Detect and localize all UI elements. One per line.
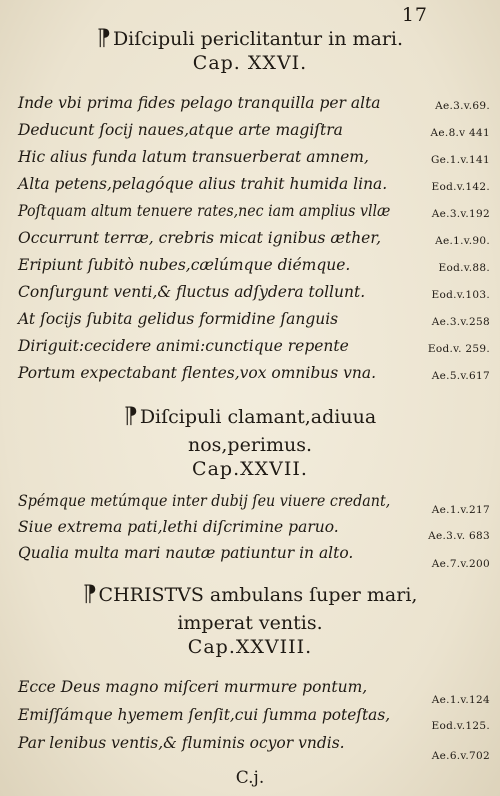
section-heading-line2: nos,perimus.	[187, 434, 313, 456]
verse-line: Diriguit:cecidere animi:cunctique repente	[18, 337, 349, 355]
verse-line: At ſocijs ſubita gelidus formidine ſanguis	[18, 310, 339, 328]
verse-ref: Eod.v.125.	[431, 720, 490, 732]
chapter-number: Cap.XXVII.	[192, 458, 308, 480]
section-heading-text: Diſcipuli periclitantur in mari.	[112, 28, 404, 50]
pilcrow-icon: ¶	[82, 582, 97, 607]
section-heading-line2: imperat ventis.	[177, 612, 323, 634]
page-number: 17	[401, 4, 428, 26]
verse-line: Par lenibus ventis,& fluminis ocyor vndis.	[18, 734, 345, 752]
verse-ref: Ae.3.v.69.	[435, 100, 490, 112]
verse-line: Qualia multa mari nautæ patiuntur in alto.	[18, 544, 354, 562]
section-heading-text: CHRISTVS ambulans ſuper mari,	[98, 584, 418, 606]
section-heading	[0, 584, 500, 606]
verse-line: Hic alius funda latum transuerberat amnem,	[18, 148, 369, 166]
verse-line: Poſtquam altum tenuere rates,nec iam amplius vllæ	[18, 202, 391, 220]
pilcrow-icon: ¶	[96, 26, 111, 51]
verse-ref: Ae.3.v.258	[431, 316, 490, 328]
pilcrow-icon: ¶	[123, 404, 138, 429]
verse-ref: Ae.6.v.702	[431, 750, 490, 762]
verse-ref: Ge.1.v.141	[430, 154, 490, 166]
verse-line: Ecce Deus magno miſceri murmure pontum,	[18, 678, 368, 696]
verse-line: Emiſſámque hyemem ſenſit,cui ſumma poteſtas,	[18, 706, 391, 724]
verse-ref: Ae.3.v. 683	[428, 530, 490, 542]
verse-ref: Eod.v.142.	[431, 181, 490, 193]
verse-line: Eripiunt ſubitò nubes,cælúmque diémque.	[18, 256, 351, 274]
section-heading	[0, 28, 500, 50]
verse-ref: Eod.v.88.	[438, 262, 490, 274]
verse-line: Spémque metúmque inter dubij ſeu viuere credant,	[18, 492, 391, 510]
verse-ref: Ae.1.v.217	[431, 504, 490, 516]
verse-ref: Ae.1.v.124	[431, 694, 490, 706]
verse-line: Alta petens,pelagóque alius trahit humida lina.	[18, 175, 388, 193]
verse-ref: Eod.v. 259.	[427, 343, 490, 355]
verse-line: Conſurgunt venti,& fluctus adſydera tollunt.	[18, 283, 366, 301]
section-heading	[0, 406, 500, 428]
verse-ref: Ae.7.v.200	[431, 558, 490, 570]
section-heading-text: Diſcipuli clamant,adiuua	[139, 406, 377, 428]
verse-line: Deducunt ſocij naues,atque arte magiſtra	[18, 121, 343, 139]
verse-line: Inde vbi prima fides pelago tranquilla per alta	[18, 94, 381, 112]
verse-ref: Ae.1.v.90.	[435, 235, 490, 247]
verse-line: Siue extrema pati,lethi diſcrimine paruo.	[18, 518, 339, 536]
verse-line: Occurrunt terræ, crebris micat ignibus æther,	[18, 229, 381, 247]
verse-ref: Ae.5.v.617	[431, 370, 490, 382]
verse-ref: Ae.3.v.192	[431, 208, 490, 220]
verse-ref: Eod.v.103.	[431, 289, 490, 301]
verse-ref: Ae.8.v 441	[430, 127, 490, 139]
signature-mark: C.j.	[235, 768, 265, 788]
chapter-number: Cap. XXVI.	[192, 52, 308, 74]
verse-line: Portum expectabant flentes,vox omnibus vna.	[18, 364, 377, 382]
chapter-number: Cap.XXVIII.	[187, 636, 313, 658]
